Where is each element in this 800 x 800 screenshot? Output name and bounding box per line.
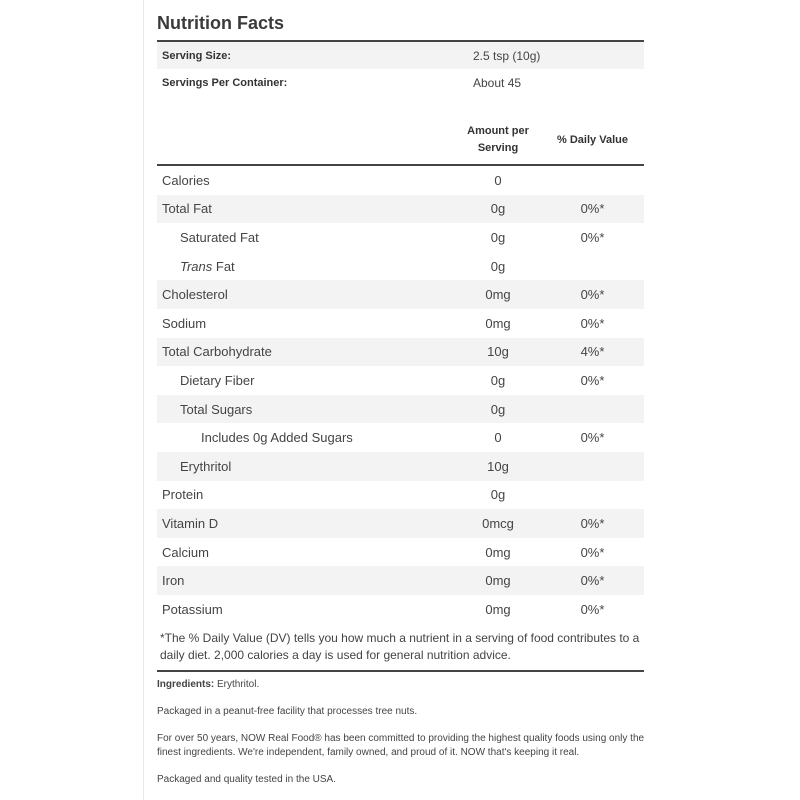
panel-title: Nutrition Facts [157,13,285,33]
nutrient-amount: 0mg [485,287,511,303]
nutrient-name: Dietary Fiber [180,372,255,388]
nutrient-name: Calcium [162,544,209,560]
nutrient-row-total-carbohydrate [157,338,644,367]
nutrient-name: Saturated Fat [180,229,259,245]
nutrient-name: Sodium [162,315,207,331]
nutrient-row-total-fat [157,195,644,224]
nutrient-row-erythritol [157,452,644,481]
nutrient-name: Total Carbohydrate [162,344,272,360]
nutrient-amount: 0mg [485,573,511,589]
nutrient-row-dietary-fiber [157,366,644,395]
nutrient-row-trans-fat [157,252,644,281]
nutrient-dv: 0%* [580,201,605,217]
nutrient-name: Potassium [162,601,223,617]
nutrient-dv: 0%* [580,515,605,531]
nutrient-amount: 0g [490,201,506,217]
nutrient-row-saturated-fat [157,223,644,252]
nutrient-amount: 0g [490,258,506,274]
header-amount-line1: Amount per [467,125,529,137]
nutrient-row-calories [157,166,644,195]
nutrient-dv: 0%* [580,601,605,617]
nutrient-name: Cholesterol [162,287,228,303]
nutrient-name: Calories [162,172,210,188]
nutrient-row-potassium [157,595,644,624]
serving-size-row [157,42,644,69]
nutrient-dv: 0%* [580,430,605,446]
servings-per-container-row [157,69,644,96]
serving-size-label: Serving Size: [162,49,232,62]
nutrient-amount: 0mg [485,315,511,331]
nutrient-row-total-sugars [157,395,644,424]
nutrient-dv: 0%* [580,229,605,245]
nutrient-name: Includes 0g Added Sugars [201,430,353,446]
nutrient-amount: 0g [490,372,506,388]
nutrient-row-vitamin-d [157,509,644,538]
nutrient-amount: 0mcg [482,515,514,531]
facility-note: Packaged in a peanut-free facility that processes tree nuts. [157,706,418,717]
table-header [157,116,644,164]
ingredients-label: Ingredients: [157,679,215,690]
nutrient-dv: 0%* [580,544,605,560]
nutrient-name: Total Fat [162,201,212,217]
nutrient-amount: 10g [487,344,509,360]
serving-size-value: 2.5 tsp (10g) [473,48,541,63]
nutrient-name: Vitamin D [162,515,219,531]
header-daily-value: % Daily Value [557,134,628,146]
nutrient-row-calcium [157,538,644,567]
nutrient-row-protein [157,481,644,510]
servings-per-container-value: About 45 [473,75,522,90]
nutrient-dv: 0%* [580,287,605,303]
servings-per-container-label: Servings Per Container: [162,76,288,89]
ingredients-line [157,678,657,692]
nutrient-name-italic: Trans [180,258,213,274]
nutrient-row-added-sugars [157,423,644,452]
daily-value-footnote: *The % Daily Value (DV) tells you how much a nutrient in a serving of food contributes to a daily diet. 2,000 calories a day is used for general nutrition advice. [160,630,640,662]
nutrition-facts-panel [157,0,644,672]
nutrient-row-sodium [157,309,644,338]
header-amount-line2: Serving [477,142,519,154]
product-notes [157,678,657,800]
nutrient-amount: 10g [487,458,509,474]
left-border-line [143,0,144,800]
nutrient-name: Erythritol [180,458,232,474]
nutrient-name-rest: Fat [212,258,235,274]
brand-note: For over 50 years, NOW Real Food® has been committed to providing the highest quality foods using only the finest ingredients. We're independent, family owned, and proud of it. NOW that's keeping it real. [157,733,645,758]
nutrient-amount: 0g [490,229,506,245]
nutrient-amount: 0 [494,172,502,188]
nutrient-dv: 0%* [580,372,605,388]
nutrient-name [157,259,455,274]
nutrient-row-iron [157,566,644,595]
origin-note: Packaged and quality tested in the USA. [157,774,337,785]
header-amount [455,123,541,157]
nutrient-row-cholesterol [157,280,644,309]
nutrient-dv: 4%* [580,344,605,360]
nutrient-amount: 0 [494,430,502,446]
nutrient-amount: 0mg [485,601,511,617]
nutrient-dv: 0%* [580,315,605,331]
nutrient-amount: 0g [490,487,506,503]
nutrient-name: Protein [162,487,204,503]
ingredients-value: Erythritol. [214,679,260,690]
nutrient-name: Total Sugars [180,401,253,417]
footnote-rule [157,670,644,672]
nutrient-name: Iron [162,573,185,589]
nutrient-amount: 0mg [485,544,511,560]
nutrient-amount: 0g [490,401,506,417]
nutrient-dv: 0%* [580,573,605,589]
